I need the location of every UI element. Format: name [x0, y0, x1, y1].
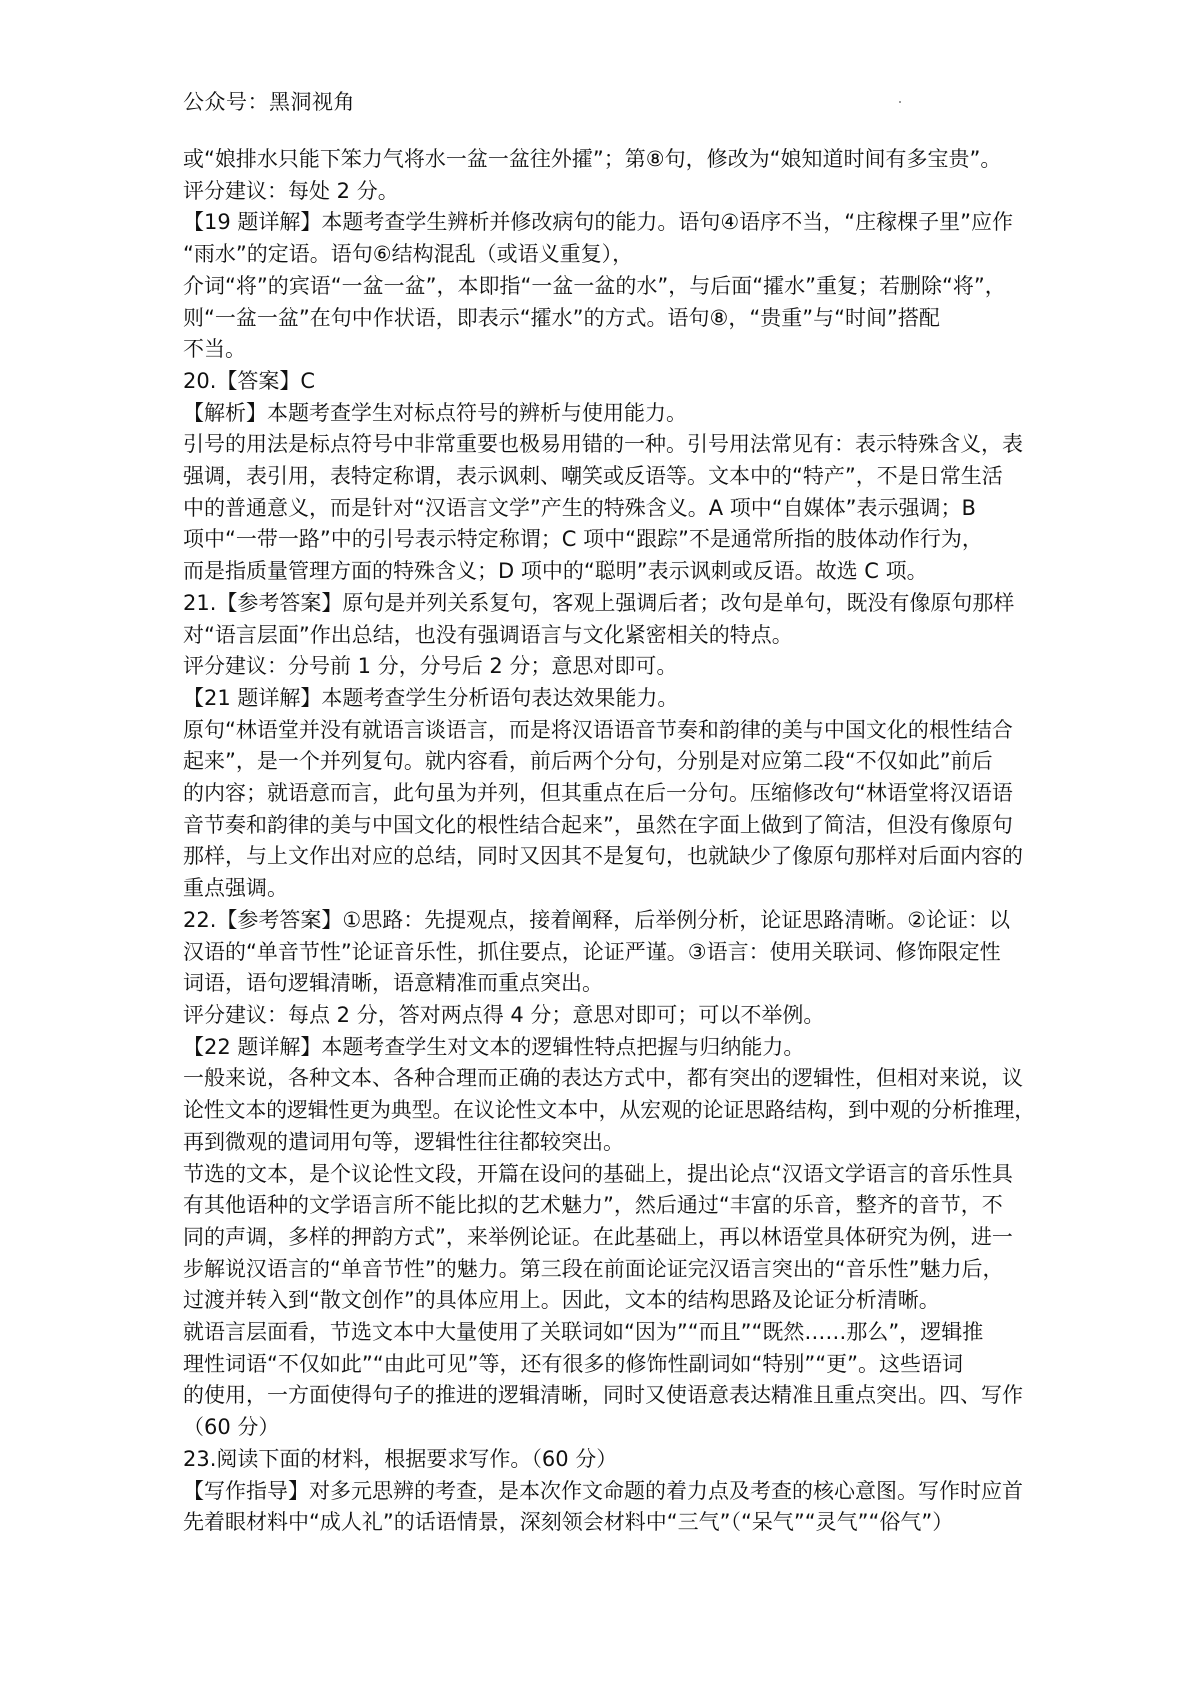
text-line: 先着眼材料中“成人礼”的话语情景，深刻领会材料中“三气”（“呆气”“灵气”“俗气”）: [183, 1510, 954, 1535]
text-line: 则“一盆一盆”在句中作状语，即表示“攉水”的方式。语句⑧，“贵重”与“时间”搭配: [183, 305, 940, 330]
text-line: 就语言层面看，节选文本中大量使用了关联词如“因为”“而且”“既然……那么”，逻辑推: [183, 1320, 984, 1345]
text-line: 21.【参考答案】原句是并列关系复句，客观上强调后者；改句是单句，既没有像原句那样: [183, 590, 1015, 615]
text-line: 原句“林语堂并没有就语言谈语言，而是将汉语语音节奏和韵律的美与中国文化的根性结合: [183, 717, 1013, 742]
text-line: 强调，表引用，表特定称谓，表示讽刺、嘲笑或反语等。文本中的“特产”，不是日常生活: [183, 464, 1003, 489]
page-header: 公众号：黑洞视角: [183, 90, 355, 114]
text-line: 20.【答案】C: [183, 368, 316, 393]
text-line: 对“语言层面”作出总结，也没有强调语言与文化紧密相关的特点。: [183, 622, 793, 647]
text-line: （60 分）: [183, 1415, 280, 1440]
text-line: 评分建议：每处 2 分。: [183, 178, 399, 203]
text-line: 的内容；就语意而言，此句虽为并列，但其重点在后一分句。压缩修改句“林语堂将汉语语: [183, 781, 1013, 806]
text-line: 音节奏和韵律的美与中国文化的根性结合起来”，虽然在字面上做到了简洁，但没有像原句: [183, 812, 1013, 837]
text-line: 【21 题详解】本题考查学生分析语句表达效果能力。: [183, 685, 679, 710]
text-line: 那样，与上文作出对应的总结，同时又因其不是复句，也就缺少了像原句那样对后面内容的: [183, 844, 1023, 869]
text-line: 再到微观的遣词用句等，逻辑性往往都较突出。: [183, 1129, 624, 1154]
text-line: 评分建议：分号前 1 分，分号后 2 分；意思对即可。: [183, 654, 678, 679]
text-line: 步解说汉语言的“单音节性”的魅力。第三段在前面论证完汉语言突出的“音乐性”魅力后，: [183, 1256, 1004, 1281]
speck-mark: [899, 101, 901, 103]
text-line: 中的普通意义，而是针对“汉语言文学”产生的特殊含义。A 项中“自媒体”表示强调；B: [183, 495, 976, 520]
text-line: 22.【参考答案】①思路：先提观点，接着阐释，后举例分析，论证思路清晰。②论证：以: [183, 907, 1011, 932]
text-line: 一般来说，各种文本、各种合理而正确的表达方式中，都有突出的逻辑性，但相对来说，议: [183, 1066, 1023, 1091]
text-line: 【解析】本题考查学生对标点符号的辨析与使用能力。: [183, 400, 687, 425]
text-line: 【写作指导】对多元思辨的考查，是本次作文命题的着力点及考查的核心意图。写作时应首: [183, 1478, 1023, 1503]
text-line: 【19 题详解】本题考查学生辨析并修改病句的能力。语句④语序不当，“庄稼棵子里”应作: [183, 210, 1013, 235]
text-line: 评分建议：每点 2 分，答对两点得 4 分；意思对即可；可以不举例。: [183, 1002, 825, 1027]
text-line: 【22 题详解】本题考查学生对文本的逻辑性特点把握与归纳能力。: [183, 1034, 805, 1059]
text-line: 而是指质量管理方面的特殊含义；D 项中的“聪明”表示讽刺或反语。故选 C 项。: [183, 559, 928, 584]
text-line: 重点强调。: [183, 876, 288, 901]
document-body: [183, 144, 1035, 1539]
text-line: 过渡并转入到“散文创作”的具体应用上。因此，文本的结构思路及论证分析清晰。: [183, 1288, 940, 1313]
text-line: 项中“一带一路”中的引号表示特定称谓；C 项中“跟踪”不是通常所指的肢体动作行为，: [183, 527, 983, 552]
text-line: 的使用，一方面使得句子的推进的逻辑清晰，同时又使语意表达精准且重点突出。四、写作: [183, 1383, 1023, 1408]
text-line: 或“娘排水只能下笨力气将水一盆一盆往外攉”；第⑧句，修改为“娘知道时间有多宝贵”。: [183, 147, 1002, 171]
text-line: 同的声调，多样的押韵方式”，来举例论证。在此基础上，再以林语堂具体研究为例，进一: [183, 1224, 1013, 1249]
text-line: 词语，语句逻辑清晰，语意精准而重点突出。: [183, 971, 603, 996]
text-line: 有其他语种的文学语言所不能比拟的艺术魅力”，然后通过“丰富的乐音，整齐的音节，不: [183, 1193, 1003, 1218]
text-line: 起来”，是一个并列复句。就内容看，前后两个分句，分别是对应第二段“不仅如此”前后: [183, 749, 993, 774]
text-line: 不当。: [183, 337, 246, 362]
text-line: 23.阅读下面的材料，根据要求写作。（60 分）: [183, 1446, 618, 1471]
text-line: 节选的文本，是个议论性文段，开篇在设问的基础上，提出论点“汉语文学语言的音乐性具: [183, 1161, 1013, 1186]
text-line: 论性文本的逻辑性更为典型。在议论性文本中，从宏观的论证思路结构，到中观的分析推理，: [183, 1098, 1035, 1123]
text-line: 理性词语“不仅如此”“由此可见”等，还有很多的修饰性副词如“特别”“更”。这些语词: [183, 1351, 964, 1376]
text-line: “雨水”的定语。语句⑥结构混乱（或语义重复），: [183, 242, 634, 267]
text-line: 汉语的“单音节性”论证音乐性，抓住要点，论证严谨。③语言：使用关联词、修饰限定性: [183, 939, 1001, 964]
text-line: 介词“将”的宾语“一盆一盆”，本即指“一盆一盆的水”，与后面“攉水”重复；若删除“将”，: [183, 273, 1006, 298]
text-line: 引号的用法是标点符号中非常重要也极易用错的一种。引号用法常见有：表示特殊含义，表: [183, 432, 1023, 457]
